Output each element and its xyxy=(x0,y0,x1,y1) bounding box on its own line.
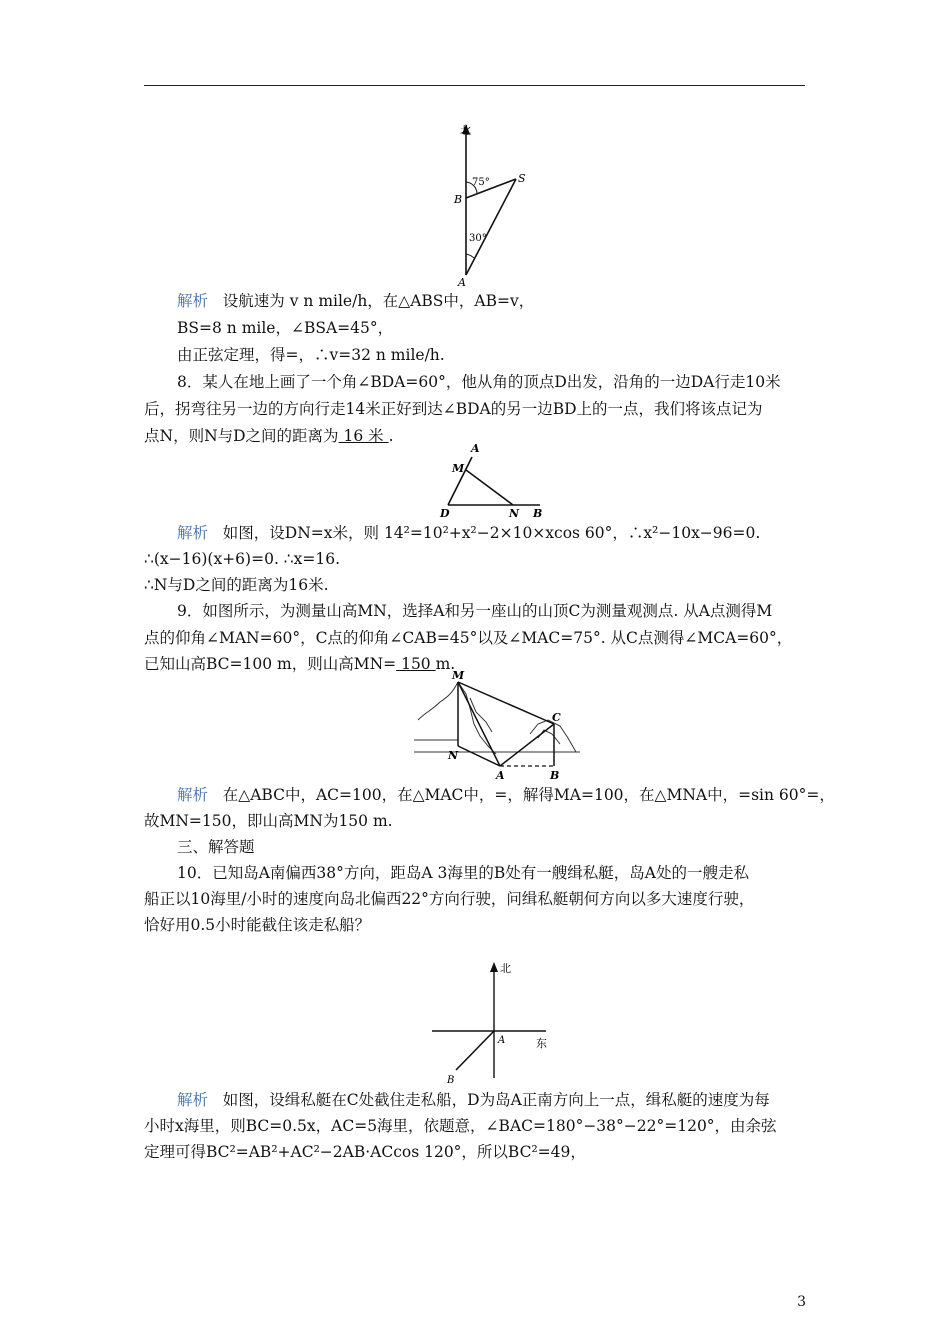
page-number: 3 xyxy=(797,1294,806,1310)
question-8-line-2: 后，拐弯往另一边的方向行走14米正好到达∠BDA的另一边BD上的一点，我们将该点记为 xyxy=(144,400,763,418)
q9-prompt: 已知山高BC=100 m，则山高MN= xyxy=(144,655,397,673)
q8-period: . xyxy=(388,427,394,445)
header-rule xyxy=(144,85,805,86)
solution-4-line-3: 定理可得BC²=AB²+AC²−2AB·ACcos 120°，所以BC²=49， xyxy=(144,1143,586,1161)
solution-2-line-3: ∴N与D之间的距离为16米. xyxy=(144,576,329,594)
question-8-line-3 xyxy=(144,426,394,446)
solution-3-text: 在△ABC中，AC=100，在△MAC中，=，解得MA=100，在△MNA中，=sin 60°=， xyxy=(222,786,835,804)
fig1-angle-75: 75° xyxy=(472,177,490,188)
fig2-label-d: D xyxy=(440,507,450,518)
fig3-label-m: M xyxy=(452,669,465,682)
fig3-label-a: A xyxy=(496,769,505,782)
question-9-line-2: 点的仰角∠MAN=60°，C点的仰角∠CAB=45°以及∠MAC=75°. 从C点测得∠MCA=60°， xyxy=(144,629,793,647)
fig3-label-n: N xyxy=(448,749,459,762)
solution-4-line-2: 小时x海里，则BC=0.5x，AC=5海里，依题意，∠BAC=180°−38°−22°=120°，由余弦 xyxy=(144,1117,777,1135)
fig3-label-b: B xyxy=(550,769,560,782)
fig1-north: 北 xyxy=(460,124,471,137)
question-9-line-3 xyxy=(144,654,455,674)
question-10-line-3: 恰好用0.5小时能截住该走私船？ xyxy=(144,916,371,934)
question-10-line-1: 10．已知岛A南偏西38°方向，距岛A 3海里的B处有一艘缉私艇，岛A处的一艘走私 xyxy=(177,864,749,882)
fig2-label-a: A xyxy=(471,442,480,455)
solution-3-line-1 xyxy=(177,785,835,805)
fig2-label-n: N xyxy=(509,507,520,518)
figure-coordinate-axes xyxy=(428,956,558,1086)
fig4-north: 北 xyxy=(500,962,511,975)
fig1-label-a: A xyxy=(458,276,466,289)
solution-label: 解析 xyxy=(177,1091,209,1109)
fig2-label-b: B xyxy=(533,507,543,518)
solution-2-text: 如图，设DN=x米，则 14²=10²+x²−2×10×xcos 60°，∴x²−10x−96=0. xyxy=(222,524,761,542)
fig2-label-m: M xyxy=(452,462,465,475)
section-heading: 三、解答题 xyxy=(177,838,255,856)
question-8-line-1: 8．某人在地上画了一个角∠BDA=60°，他从角的顶点D出发，沿角的一边DA行走10米 xyxy=(177,373,781,391)
figure-navigation-triangle xyxy=(440,118,540,290)
q8-prompt: 点N，则N与D之间的距离为 xyxy=(144,427,339,445)
q8-answer-blank: 16 米 xyxy=(338,427,389,445)
solution-4-line-1 xyxy=(177,1090,770,1110)
fig3-label-c: C xyxy=(552,711,561,724)
solution-3-line-2: 故MN=150，即山高MN为150 m. xyxy=(144,812,393,830)
solution-1-line-3: 由正弦定理，得=，∴v=32 n mile/h. xyxy=(177,346,445,364)
q9-unit: m. xyxy=(435,655,456,673)
solution-label: 解析 xyxy=(177,292,209,310)
fig4-label-b: B xyxy=(447,1075,455,1086)
figure-mountain-survey xyxy=(410,668,585,783)
solution-4-text: 如图，设缉私艇在C处截住走私船，D为岛A正南方向上一点，缉私艇的速度为每 xyxy=(222,1091,770,1109)
fig4-label-a: A xyxy=(498,1035,506,1046)
solution-1-line-2: BS=8 n mile，∠BSA=45°， xyxy=(177,319,394,337)
solution-label: 解析 xyxy=(177,524,209,542)
solution-2-line-1 xyxy=(177,523,760,543)
solution-2-line-2: ∴(x−16)(x+6)=0. ∴x=16. xyxy=(144,550,341,568)
question-10-line-2: 船正以10海里/小时的速度向岛北偏西22°方向行驶，问缉私艇朝何方向以多大速度行驶， xyxy=(144,890,755,908)
figure-angle-walk xyxy=(436,440,546,518)
fig1-label-s: S xyxy=(518,172,526,185)
fig4-east: 东 xyxy=(536,1037,547,1050)
question-9-line-1: 9．如图所示，为测量山高MN，选择A和另一座山的山顶C为测量观测点. 从A点测得M xyxy=(177,602,773,620)
solution-1-line-1 xyxy=(177,291,534,311)
fig1-angle-30: 30° xyxy=(469,233,487,244)
q9-answer-blank: 150 xyxy=(396,655,436,673)
solution-1-text: 设航速为 v n mile/h，在△ABS中，AB=v， xyxy=(222,292,535,310)
solution-label: 解析 xyxy=(177,786,209,804)
fig1-label-b: B xyxy=(454,193,463,206)
